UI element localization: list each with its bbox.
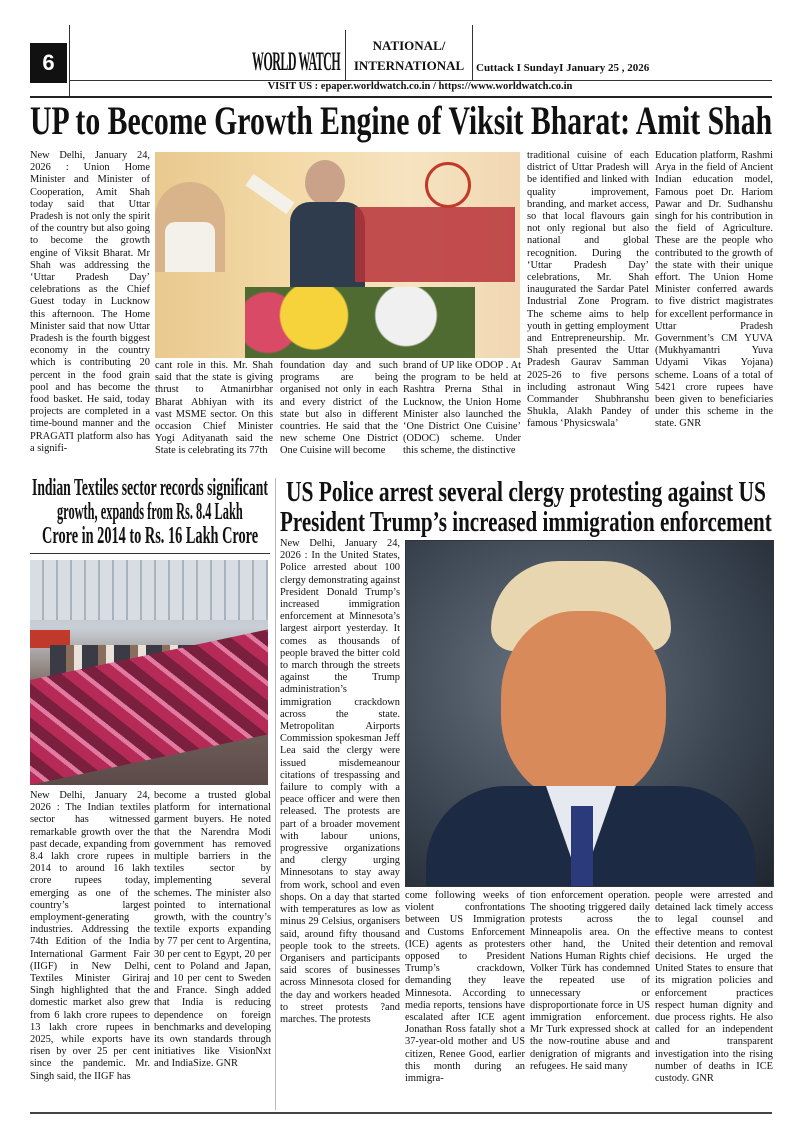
- lead-headline: [30, 99, 772, 143]
- us-column-3: tion enforcement operation. The shooting triggered daily protests across the Minneapolis area. On the other hand, the United Nations Human Rights chief Volker Türk has condemned the repeated use of unnecessary or disproportionate force in US immigration enforcement. Mr Turk expressed shock at the now-routine abuse and denigration of migrants and refugees. He said many: [530, 890, 650, 1072]
- textile-headline: [30, 476, 270, 550]
- textile-column-1: New Delhi, January 24, 2026 : The Indian textiles sector has witnessed remarkable growth over the past decade, expanding from 8.4 lakh crore rupees in 2014 to around 16 lakh crore rupees today, emerging as one of the country’s largest employment-generating industries. Addressing the 74th Edition of the India International Garment Fair (IIGF) in New Delhi, Textiles Minister Giriraj Singh highlighted that the domestic market also grew from 6 lakh crore rupees to 13 lakh crore rupees in 2025, while exports have risen by over 25 per cent since the pandemic. Mr. Singh said, the IIGF has: [30, 790, 150, 1082]
- section-divider: [472, 25, 473, 80]
- section-line-2: INTERNATIONAL: [353, 58, 465, 73]
- us-headline: [280, 477, 772, 537]
- textile-headline-line: growth, expands from Rs. 8.4 Lakh: [57, 499, 243, 525]
- page-bottom-rule: [30, 1112, 772, 1114]
- lead-column-3: foundation day and such programs are being organised not only in each and every district of the state but also in different countries. He said that the new scheme One District One Cuisine will become: [280, 360, 398, 457]
- textile-fair-photo: [30, 560, 268, 785]
- us-column-1: New Delhi, January 24, 2026 : In the United States, Police arrested about 100 clergy demonstrating against President Donald Trump’s increased immigration enforcement at Minnesota’s largest airport yesterday. It comes as thousands of people braved the bitter cold to march through the streets against the Trump administration’s immigration crackdown across the state. Metropolitan Airports Commission spokesman Jeff Lea said the clergy were issued misdemeanour citations of trespassing and failure to comply with a peace officer and were then released. The protests are part of a broader movement with labour unions, progressive organizations and clergy urging Minnesotans to stay away from work, school and even shops. On a day that started with temperatures as low as minus 29 Celsius, organisers said, around fifty thousand people took to the streets. Organisers and participants said scores of businesses across Minnesota closed for the day and workers headed to street protests ?and marches. The protests: [280, 538, 400, 1025]
- textile-column-2: become a trusted global platform for international garment buyers. He noted that the Narendra Modi government has removed multiple barriers in the textiles sector by implementing several schemes. The minister also pointed to international growth, with the country’s textile exports expanding by 77 per cent to Argentina, 30 per cent to Egypt, 20 per cent to Poland and Japan, and 10 per cent to Sweden and France. Singh added that India is reducing dependence on foreign benchmarks and developing its own standards through initiatives like VisionNxt and IndiaSize. GNR: [154, 790, 271, 1070]
- lead-column-5: traditional cuisine of each district of Uttar Pradesh will be identified and linked with quality improvement, branding, and market access, so that local flavours gain not only regional but also national and global recognition. During the ‘Uttar Pradesh Day’ celebrations, Mr. Shah inaugurated the Sardar Patel Industrial Zone Program. The scheme aims to help youth in getting employment and Entrepreneurship. Mr. Shah presented the Uttar Pradesh Gaurav Samman 2025-26 to five persons including astronaut Wing Commander Shubhranshu Shukla, Alakh Pandey of famous ‘Physicswala’: [527, 150, 649, 430]
- us-column-2: come following weeks of violent confrontations between US Immigration and Customs Enforcement (ICE) agents as protesters opposed to President Trump’s crackdown, demanding they leave Minnesota. According to media reports, tensions have escalated after ICE agent Jonathan Ross fatally shot a 37-year-old mother and US citizen, Renee Good, earlier this month during an immigra-: [405, 890, 525, 1085]
- lead-column-4: brand of UP like ODOP . At the program to be held at Rashtra Prerna Sthal in Lucknow, the Union Home Minister also launched the ‘One District One Cuisine’ (ODOC) scheme. Under this scheme, the distinctive: [403, 360, 521, 457]
- story-divider: [275, 478, 276, 1110]
- logo-divider: [345, 30, 346, 80]
- textile-rule: [30, 553, 270, 554]
- lead-column-2: cant role in this. Mr. Shah said that the state is giving thrust to Atmanirbhar Bharat Abhiyan with its vast MSME sector. On this occasion Chief Minister Yogi Adityanath said the State is celebrating its 77th: [155, 360, 273, 457]
- section-label: [348, 36, 470, 76]
- newspaper-logo-text: WORLD WATCH: [252, 47, 341, 76]
- us-headline-line: President Trump’s increased immigration enforcement: [280, 506, 772, 538]
- section-line-1: NATIONAL/: [372, 38, 446, 53]
- lead-column-6: Education platform, Rashmi Arya in the field of Ancient Indian education model, Famous poet Dr. Hariom Pawar and Dr. Sudhanshu singh for his contribution in the field of Agriculture. These are the people who contributed to the growth of the state with their unique effort. The Union Home Minister conferred awards to five district magistrates for excellent performance in Uttar Pradesh Government’s CM YUVA (Mukhyamantri Yuva Udyami Vikas Yojana) scheme. Loans of a total of 5421 crore rupees have been given to beneficiaries under this scheme in the state. GNR: [655, 150, 773, 430]
- website-line: VISIT US : epaper.worldwatch.co.in / https://www.worldwatch.co.in: [267, 81, 573, 92]
- lead-headline-text: UP to Become Growth Engine of Viksit Bharat: Amit Shah: [30, 98, 773, 143]
- dateline: Cuttack I SundayI January 25 , 2026: [476, 62, 650, 74]
- textile-headline-line: Indian Textiles sector records significant: [32, 476, 268, 501]
- page-number: 6: [30, 43, 67, 83]
- newspaper-logo: [252, 46, 342, 78]
- amit-shah-photo: [155, 152, 520, 358]
- textile-headline-line: Crore in 2014 to Rs. 16 Lakh Crore: [42, 523, 259, 549]
- us-headline-line: US Police arrest several clergy protesting against US: [286, 476, 766, 508]
- lead-column-1: New Delhi, January 24, 2026 : Union Home Minister and Minister of Cooperation, Amit Shah today said that Uttar Pradesh is not only the spirit of the country but also going to become the growth engine of Viksit Bharat. Mr Shah was addressing the ‘Uttar Pradesh Day’ celebrations as the Chief Guest today in Lucknow this afternoon. The Home Minister said that now Uttar Pradesh is the fourth biggest economy in the country which is contributing 20 percent in the food grain pool and has become the food basket. He said, today projects are completed in a time-bound manner and the PRAGATI platform also has a signifi-: [30, 150, 150, 454]
- trump-photo: [405, 540, 774, 887]
- us-column-4: people were arrested and detained lack timely access to legal counsel and effective means to contest their detention and removal decisions. He urged the United States to ensure that its migration policies and enforcement practices respect human dignity and due process rights. He also called for an independent and transparent investigation into the rising number of deaths in ICE custody. GNR: [655, 890, 773, 1085]
